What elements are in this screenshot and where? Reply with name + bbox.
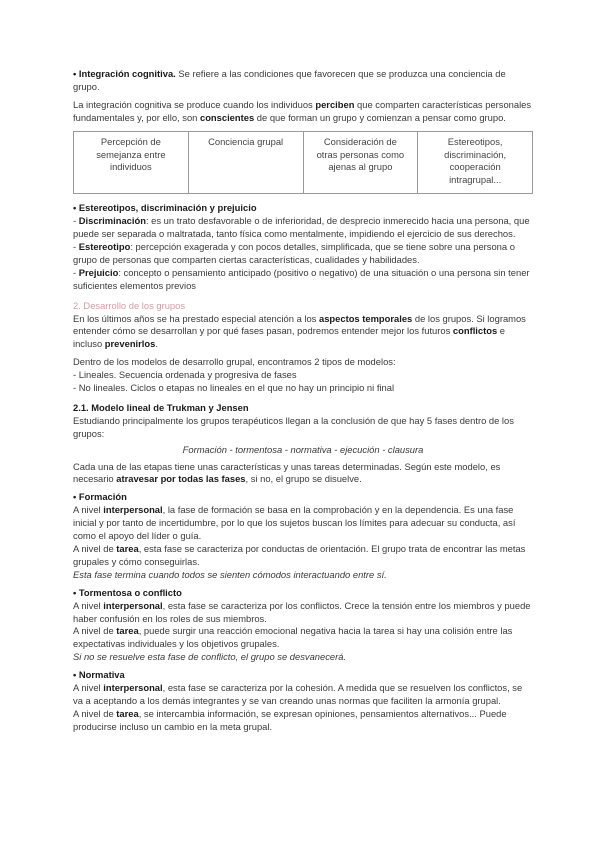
prejudice-definition xyxy=(73,267,533,293)
stages-cell-4: Estereotipos, discriminación, cooperación intragrupal... xyxy=(418,131,533,194)
integration-bold-conscientes: conscientes xyxy=(199,111,255,123)
formation-bold-task: tarea xyxy=(116,543,139,554)
discrimination-term: Discriminación xyxy=(78,215,146,227)
integration-detail xyxy=(73,99,533,125)
integration-bold-perciben: perciben xyxy=(315,98,355,110)
integration-title: • Integración cognitiva. xyxy=(73,68,176,79)
stereotype-term: Estereotipo xyxy=(78,240,131,252)
model-p-c: , si no, el grupo se disuelve. xyxy=(245,473,362,485)
formation-task xyxy=(73,543,533,569)
stereotypes-title: • Estereotipos, discriminación y prejuicio xyxy=(73,202,257,214)
dev-p1-c: de los grupos. Si logramos entender cómo se desarrollan y por qué fases pasan, podremos entender mejor los futuros xyxy=(73,312,526,337)
model-intro: Estudiando principalmente los grupos terapéuticos llegan a la conclusión de que hay 5 fases dentro de los grupos: xyxy=(73,414,514,439)
formation-l2-a: A nivel de xyxy=(73,543,117,554)
norming-l1-a: A nivel xyxy=(73,682,104,694)
dash-3: - xyxy=(73,266,79,278)
prejudice-term: Prejuicio xyxy=(78,266,119,278)
dev-bold-prevent: prevenirlos xyxy=(104,338,156,350)
norming-task xyxy=(73,708,533,734)
formation-l2-c: , esta fase se caracteriza por conductas de orientación. El grupo trata de encontrar las metas grupales y cómo conseguirlas. xyxy=(73,543,526,567)
norming-l2-c: , se intercambia información, se expresan opiniones, pensamientos alternativos... Puede producirse incluso un cambio en la meta grupal. xyxy=(73,707,507,732)
storming-interpersonal xyxy=(73,600,533,626)
development-paragraph-1 xyxy=(73,313,533,352)
model-p-a: Cada una de las etapas tiene unas características y unas tareas determinadas. Según este modelo, es necesario xyxy=(73,460,501,485)
integration-intro: Se refiere a las condiciones que favorecen que se produzca una conciencia de grupo. xyxy=(73,68,506,92)
model-bold-phases: atravesar por todas las fases xyxy=(116,473,246,485)
stages-cell-2: Conciencia grupal xyxy=(188,131,303,194)
stages-cell-3: Consideración de otras personas como ajenas al grupo xyxy=(303,131,418,194)
formation-interpersonal xyxy=(73,504,533,543)
stereotype-text: : percepción exagerada y con pocos detalles, simplificada, que se tiene sobre una persona o grupo de personas que comparten ciertas características, cualidades y habilidades. xyxy=(73,240,515,265)
model-paragraph xyxy=(73,461,533,487)
integration-paragraph xyxy=(73,68,533,94)
storming-bold-interpersonal: interpersonal xyxy=(103,599,163,611)
dev-p1-e: e incluso xyxy=(73,325,506,350)
dev-p1-a: En los últimos años se ha prestado especial atención a los xyxy=(73,312,319,324)
formation-l1-a: A nivel xyxy=(73,504,104,516)
norming-l2-a: A nivel de xyxy=(73,707,117,719)
norming-interpersonal xyxy=(73,682,533,708)
discrimination-definition xyxy=(73,215,533,241)
development-paragraph-2: Dentro de los modelos de desarrollo grupal, encontramos 2 tipos de modelos: xyxy=(73,356,396,368)
storming-title: • Tormentosa o conflicto xyxy=(73,586,182,598)
dev-bold-conflicts: conflictos xyxy=(452,325,498,337)
integration-detail-text-c: de que forman un grupo y comienzan a pensar como grupo. xyxy=(254,111,506,123)
discrimination-text: : es un trato desfavorable o de inferioridad, de desprecio inmerecido hacia una persona, que puede ser separada o maltratada, tanto física como mentalmente, impidiendo el ejercicio de sus derechos. xyxy=(73,215,530,240)
formation-l1-c: , la fase de formación se basa en la comprobación y en la dependencia. Es una fase inicial y por tanto de incertidumbre, por lo que los sujetos buscan los límites para adecuar su conducta, así como el apoyo del líder o guía. xyxy=(73,504,516,542)
storming-task xyxy=(73,625,533,651)
document-page xyxy=(73,68,533,734)
storming-note: Si no se resuelve esta fase de conflicto, el grupo se desvanecerá. xyxy=(73,651,347,663)
stages-table-row xyxy=(74,131,533,194)
formation-title: • Formación xyxy=(73,491,127,503)
model-type-nonlinear: - No lineales. Ciclos o etapas no lineales en el que no hay un principio ni final xyxy=(73,382,395,394)
stereotype-definition xyxy=(73,241,533,267)
norming-bold-interpersonal: interpersonal xyxy=(103,682,163,694)
stages-table xyxy=(73,131,533,195)
dash-2: - xyxy=(73,240,79,252)
subsection-title-model: 2.1. Modelo lineal de Trukman y Jensen xyxy=(73,401,249,413)
storming-l2-c: , puede surgir una reacción emocional negativa hacia la tarea si hay una colisión entre las expectativas individuales y los objetivos grupales. xyxy=(73,625,513,650)
norming-l1-c: , esta fase se caracteriza por la cohesión. A medida que se resuelven los conflictos, se va a aceptando a los demás integrantes y se van creando unas normas que faciliten la armonía grupal. xyxy=(73,682,523,706)
dev-p1-g: . xyxy=(155,338,158,350)
formation-note: Esta fase termina cuando todos se sienten cómodos interactuando entre sí. xyxy=(73,568,387,580)
integration-detail-text-a: La integración cognitiva se produce cuando los individuos xyxy=(73,98,316,110)
storming-l1-a: A nivel xyxy=(73,599,104,611)
prejudice-text: : concepto o pensamiento anticipado (positivo o negativo) de una situación o una persona sin tener suficientes elementos previos xyxy=(73,266,530,291)
model-type-linear: - Lineales. Secuencia ordenada y progresiva de fases xyxy=(73,369,297,381)
norming-bold-task: tarea xyxy=(116,707,139,719)
norming-title: • Normativa xyxy=(73,669,125,681)
storming-bold-task: tarea xyxy=(116,625,139,637)
dev-bold-temporal: aspectos temporales xyxy=(318,312,413,324)
storming-l1-c: , esta fase se caracteriza por los conflictos. Crece la tensión entre los miembros y puede haber confusión en los roles de sus miembros. xyxy=(73,599,531,624)
model-phases: Formación - tormentosa - normativa - ejecución - clausura xyxy=(182,443,424,455)
integration-detail-text-b: que comparten características personales fundamentales y, por ello, son xyxy=(73,98,532,123)
dash-1: - xyxy=(73,215,79,227)
stages-cell-1: Percepción de semejanza entre individuos xyxy=(74,131,189,194)
storming-l2-a: A nivel de xyxy=(73,625,117,637)
formation-bold-interpersonal: interpersonal xyxy=(103,504,163,516)
section-title-development: 2. Desarrollo de los grupos xyxy=(73,299,186,311)
